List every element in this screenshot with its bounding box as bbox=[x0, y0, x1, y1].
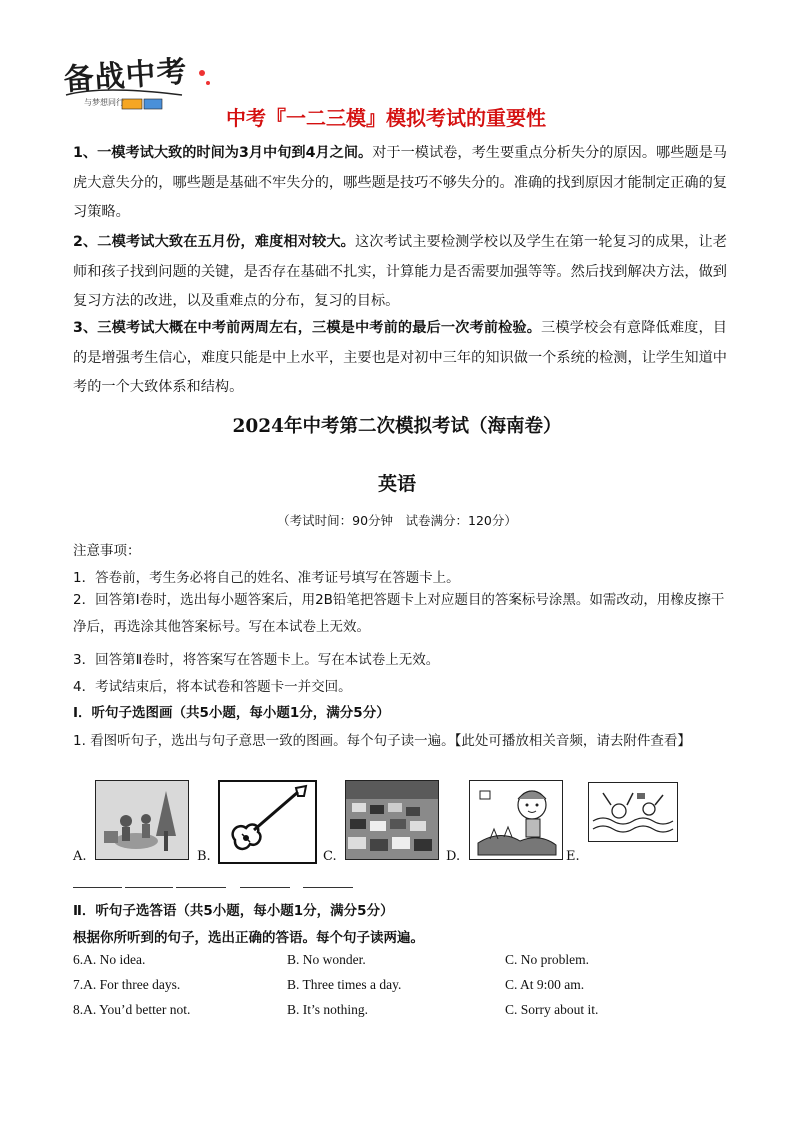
answer-blank-2 bbox=[125, 887, 173, 888]
picture-label-b: B. bbox=[197, 849, 211, 864]
traffic-jam-icon bbox=[345, 780, 439, 860]
note-item-4: 4．考试结束后，将本试卷和答题卡一并交回。 bbox=[73, 679, 352, 695]
header-title: 中考『一二三模』模拟考试的重要性 bbox=[226, 106, 546, 130]
intro-bold-2: 2、二模考试大致在五月份，难度相对较大。 bbox=[73, 234, 355, 250]
q7-option-c: C. At 9:00 am. bbox=[505, 977, 585, 992]
logo-subtext: 与梦想同行 bbox=[84, 98, 124, 107]
picture-label-e: E. bbox=[566, 849, 580, 864]
picture-label-d: D. bbox=[446, 849, 461, 864]
q7-option-b: B. Three times a day. bbox=[287, 977, 402, 992]
answer-blank-5 bbox=[303, 887, 353, 888]
subject-title: 英语 bbox=[377, 473, 416, 495]
note-item-2: 2．回答第Ⅰ卷时，选出每小题答案后，用2B铅笔把答题卡上对应题目的答案标号涂黑。如需改动，用橡皮擦干净后，再选涂其他答案标号。写在本试卷上无效。 bbox=[73, 592, 725, 635]
q6-option-a: 6.A. No idea. bbox=[73, 952, 146, 967]
intro-bold-1: 1、一模考试大致的时间为3月中旬到4月之间。 bbox=[73, 145, 373, 161]
section2-heading: Ⅱ．听句子选答语（共5小题，每小题1分，满分5分） bbox=[73, 903, 394, 919]
intro-bold-3: 3、三模考试大概在中考前两周左右，三模是中考前的最后一次考前检验。 bbox=[73, 320, 542, 336]
intro-text-2: 这次考试主要检测学校以及学生在第一轮复习的成果，让老师和孩子找到问题的关键，是否存在基础不扎实，计算能力是否需要加强等等。然后找到解决方法，做到复习方法的改进，以及重难点的分布，复习的目标。 bbox=[73, 234, 727, 309]
girl-planting-icon bbox=[469, 780, 563, 860]
picture-label-a: A. bbox=[73, 849, 87, 864]
notes-heading: 注意事项： bbox=[73, 543, 141, 559]
intro-paragraph-3 bbox=[73, 314, 727, 403]
q7-option-a: 7.A. For three days. bbox=[73, 977, 181, 992]
section2-instruction: 根据你所听到的句子，选出正确的答语。每个句子读两遍。 bbox=[73, 930, 424, 946]
answer-blank-4 bbox=[240, 887, 290, 888]
note-item-3: 3．回答第Ⅱ卷时，将答案写在答题卡上。写在本试卷上无效。 bbox=[73, 652, 440, 668]
drowning-swimmer-icon bbox=[588, 782, 678, 842]
note-item-1: 1．答卷前，考生务必将自己的姓名、准考证号填写在答题卡上。 bbox=[73, 570, 460, 586]
guitar-icon bbox=[218, 780, 317, 864]
answer-blank-3 bbox=[176, 887, 226, 888]
section1-heading: Ⅰ．听句子选图画（共5小题，每小题1分，满分5分） bbox=[73, 705, 390, 721]
q8-option-a: 8.A. You’d better not. bbox=[73, 1002, 191, 1017]
intro-text-1: 对于一模试卷，考生要重点分析失分的原因。哪些题是马虎大意失分的，哪些题是基础不牢失分的，哪些题是技巧不够失分的。准确的找到原因才能制定正确的复习策略。 bbox=[73, 145, 727, 220]
exam-title: 2024年中考第二次模拟考试（海南卷） bbox=[232, 416, 562, 437]
intro-paragraph-2 bbox=[73, 228, 727, 317]
q6-option-c: C. No problem. bbox=[505, 952, 589, 967]
intro-paragraph-1 bbox=[73, 139, 727, 228]
answer-blank-1 bbox=[73, 887, 122, 888]
exam-info: （考试时间：90分钟 试卷满分：120分） bbox=[277, 513, 517, 528]
section1-instruction: 1. 看图听句子，选出与句子意思一致的图画。每个句子读一遍。【此处可播放相关音频，请去附件查看】 bbox=[73, 733, 691, 749]
picnic-scene-icon bbox=[95, 780, 189, 860]
q6-option-b: B. No wonder. bbox=[287, 952, 366, 967]
logo bbox=[62, 55, 214, 113]
picture-label-c: C. bbox=[323, 849, 337, 864]
q8-option-b: B. It’s nothing. bbox=[287, 1002, 369, 1017]
q8-option-c: C. Sorry about it. bbox=[505, 1002, 599, 1017]
logo-text: 备战中考 bbox=[62, 54, 189, 98]
intro-text-3: 三模学校会有意降低难度，目的是增强考生信心，难度只能是中上水平，主要也是对初中三年的知识做一个系统的检测，让学生知道中考的一个大致体系和结构。 bbox=[73, 320, 727, 395]
